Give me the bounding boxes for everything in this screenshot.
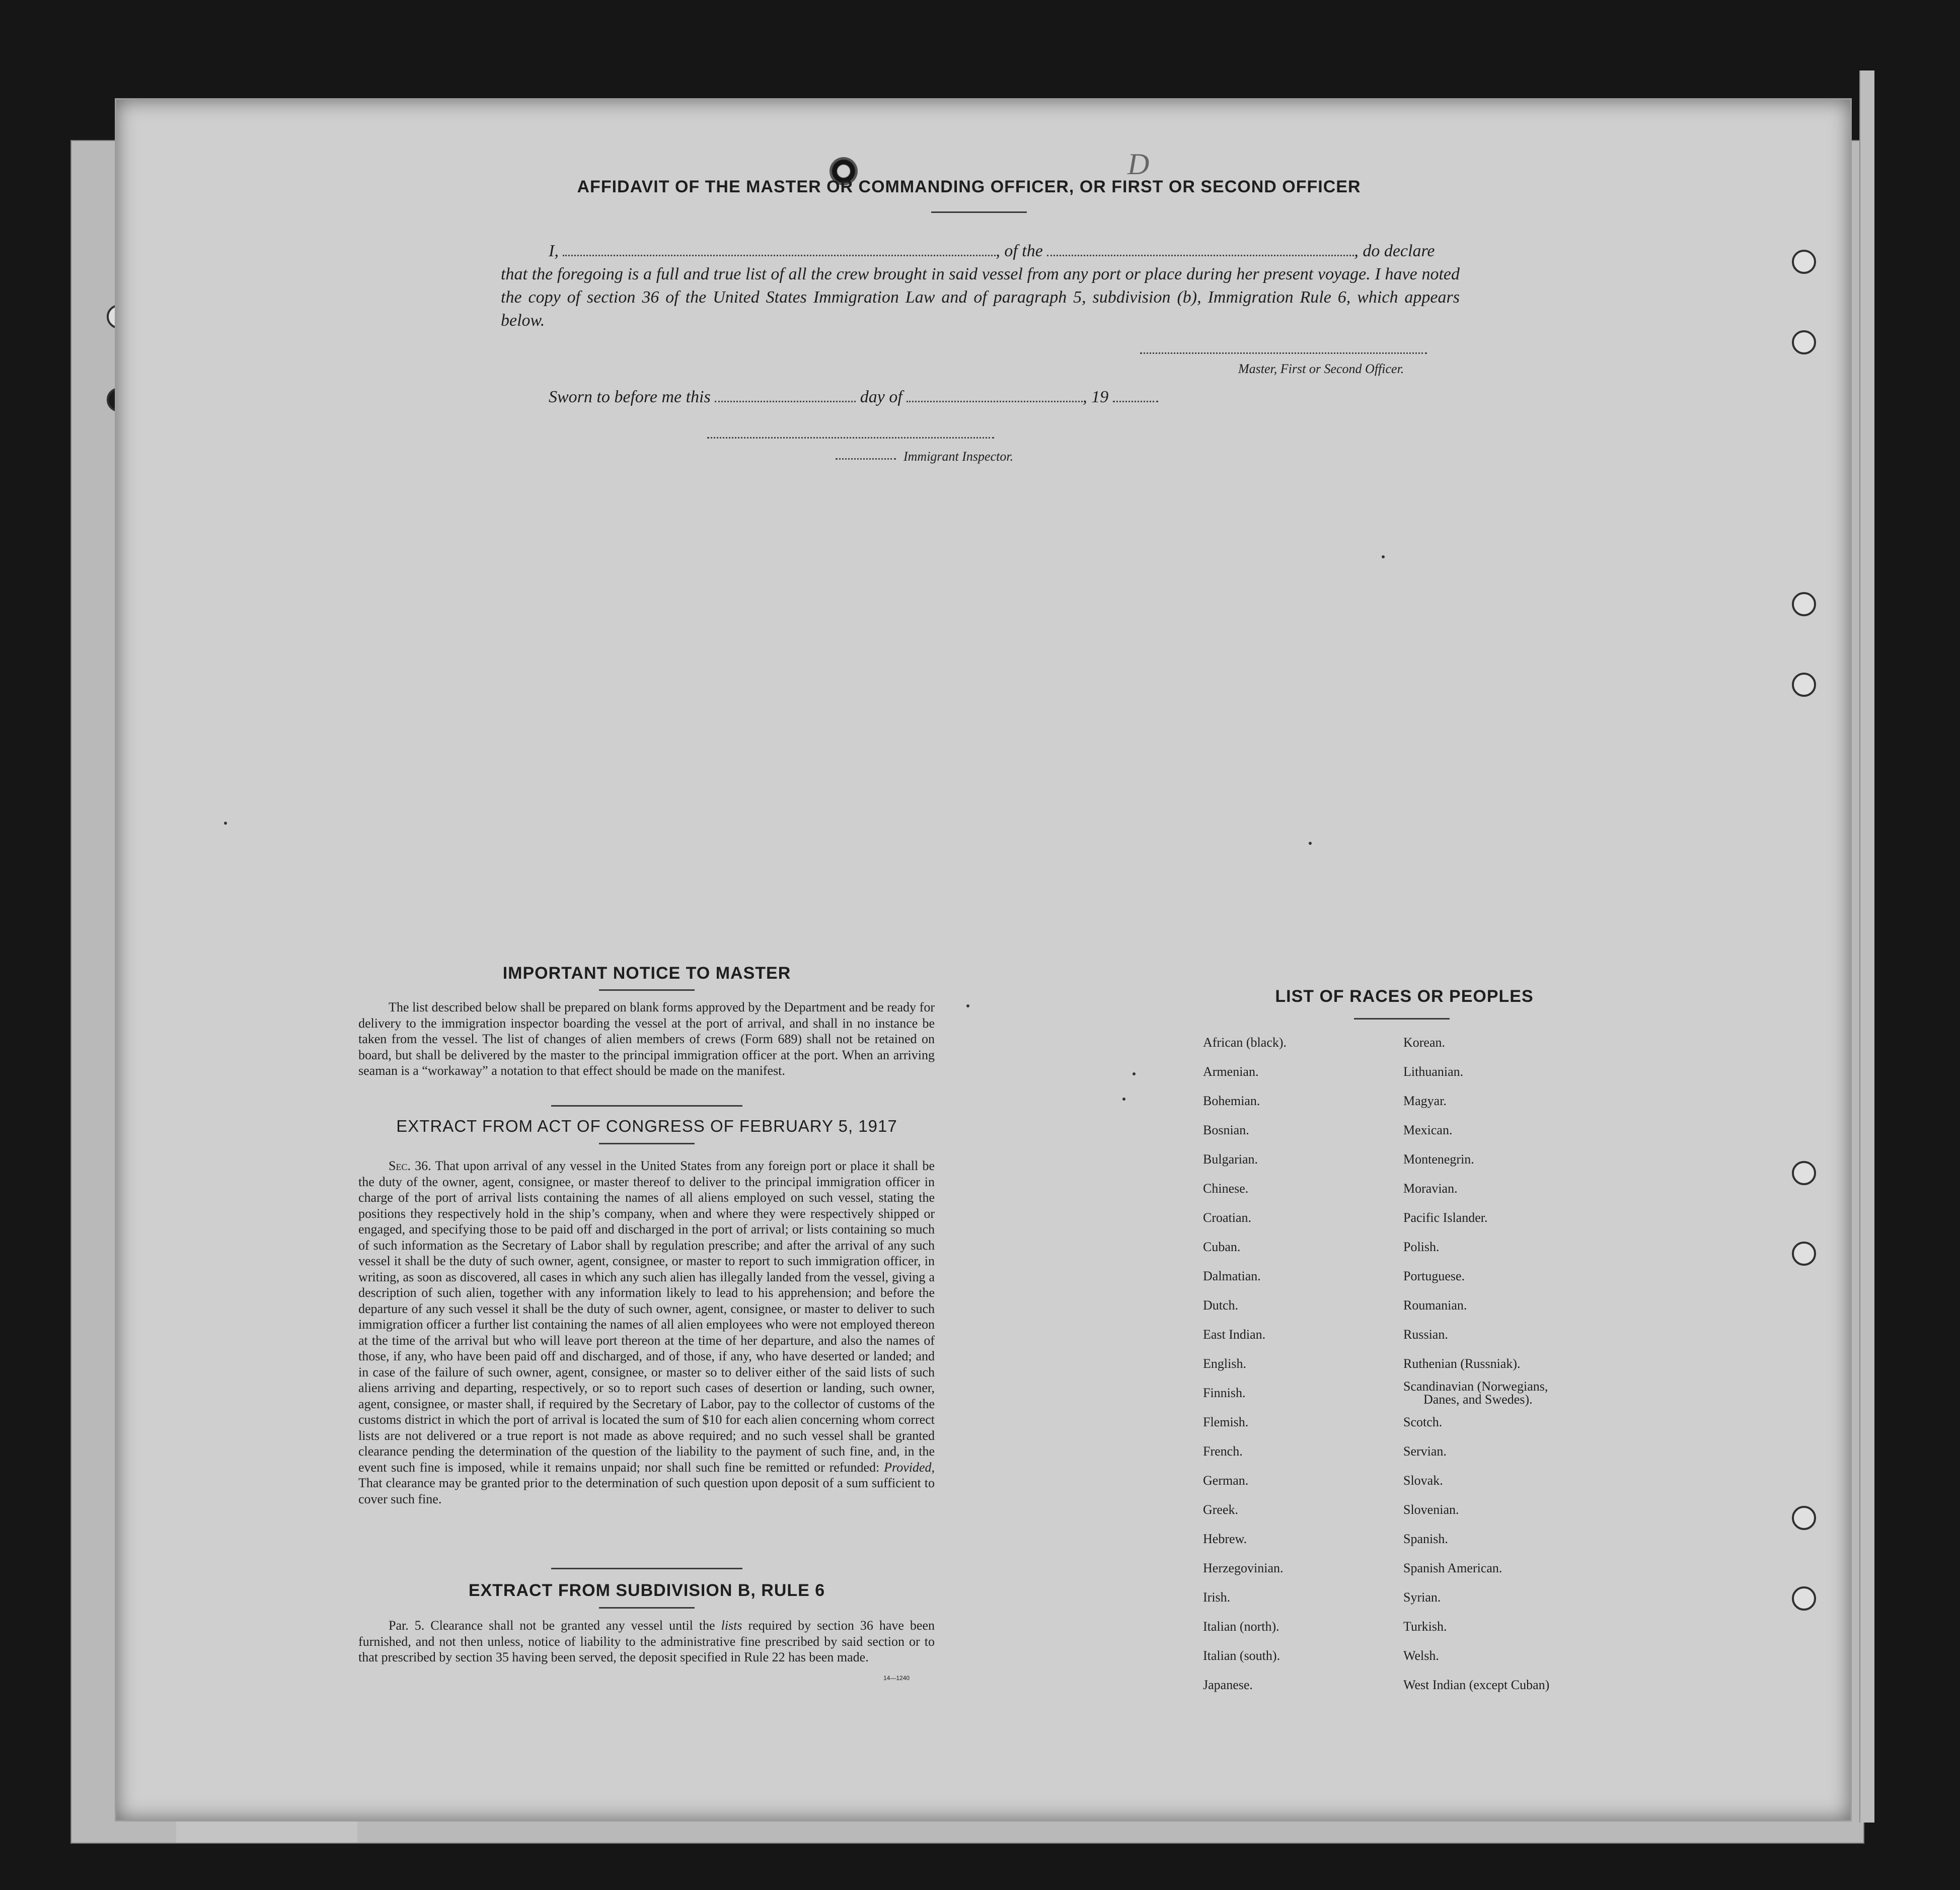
race-item: Italian (north). (1203, 1619, 1279, 1634)
race-item: Finnish. (1203, 1386, 1246, 1400)
race-item: Turkish. (1403, 1619, 1447, 1634)
race-item: Irish. (1203, 1590, 1231, 1605)
speck (1309, 842, 1312, 845)
sworn-year-field[interactable] (1113, 397, 1158, 402)
race-item-line: Danes, and Swedes). (1423, 1392, 1533, 1407)
speck (966, 1004, 969, 1007)
race-item: Magyar. (1403, 1094, 1447, 1108)
affidavit-body: that the foregoing is a full and true list of all the crew brought in said vessel from any port or place during her present voyage. I have noted the copy of section 36 of the United States Immigration Law and of paragraph 5, subdivision (b), Immigration Rule 6, which appears below. (501, 265, 1460, 330)
speck (1382, 555, 1385, 558)
lists-word: lists (721, 1618, 742, 1633)
section-divider (551, 1105, 742, 1107)
notice-body: The list described below shall be prepared on blank forms approved by the Department and be ready for delivery to the immigration inspector boarding the vessel at the port of arrival, and shall in no instance be taken from the vessel. The list of changes of alien members of crews (Form 689) shall not be retained on board, but shall be delivered by the master to the principal immigration officer at the port. When an arriving seaman is a “workaway” a notation to that effect should be made on the manifest. (358, 1000, 935, 1078)
race-item: Flemish. (1203, 1415, 1249, 1429)
affidavit-declaration-line (549, 240, 1460, 263)
race-item: Servian. (1403, 1444, 1447, 1459)
master-signature-field[interactable] (1140, 352, 1427, 354)
race-item: Spanish. (1403, 1532, 1448, 1546)
race-item: Pacific Islander. (1403, 1210, 1488, 1225)
form-code: 14—1240 (883, 1675, 910, 1682)
section-divider (551, 1568, 742, 1569)
pencil-mark: D (1127, 148, 1150, 181)
extract-act-body (358, 1158, 935, 1507)
race-item: African (black). (1203, 1035, 1287, 1050)
rule-text-before: Clearance shall not be granted any vessel until the (430, 1618, 715, 1633)
race-item: Moravian. (1403, 1181, 1458, 1196)
extract-rule-title-rule (599, 1607, 695, 1609)
race-item: East Indian. (1203, 1327, 1266, 1342)
race-item: Japanese. (1203, 1678, 1253, 1692)
year-label: , 19 (1083, 388, 1109, 406)
day-of-label: day of (860, 388, 902, 406)
notice-title-rule (599, 989, 695, 991)
race-item-line: Scandinavian (Norwegians, (1403, 1379, 1548, 1394)
inspector-dots (836, 458, 896, 460)
speck (224, 822, 227, 825)
name-field[interactable] (563, 251, 996, 256)
race-item: German. (1203, 1473, 1249, 1488)
sworn-day-field[interactable] (715, 397, 856, 402)
par-label: Par. 5. (389, 1618, 425, 1633)
race-item: Armenian. (1203, 1064, 1259, 1079)
race-item: West Indian (except Cuban) (1403, 1678, 1550, 1692)
race-item: Polish. (1403, 1240, 1440, 1254)
race-item: Syrian. (1403, 1590, 1441, 1605)
punch-hole-icon (1792, 330, 1816, 354)
race-item: French. (1203, 1444, 1243, 1459)
sworn-month-field[interactable] (907, 397, 1083, 402)
punch-hole-icon (1792, 250, 1816, 274)
speck (1133, 1072, 1136, 1075)
race-item: Mexican. (1403, 1123, 1453, 1137)
race-item: Roumanian. (1403, 1298, 1467, 1313)
races-title-rule (1354, 1018, 1450, 1020)
extract-rule-body (358, 1618, 935, 1665)
races-left-column (1203, 1028, 1287, 1700)
punch-hole-icon (1792, 1242, 1816, 1266)
race-item: Bulgarian. (1203, 1152, 1258, 1167)
race-item: Bohemian. (1203, 1094, 1260, 1108)
race-item: Ruthenian (Russniak). (1403, 1356, 1521, 1371)
race-item: Lithuanian. (1403, 1064, 1464, 1079)
race-item: Cuban. (1203, 1240, 1241, 1254)
race-item: Italian (south). (1203, 1648, 1280, 1663)
races-right-column (1403, 1028, 1549, 1700)
title-rule (931, 211, 1027, 213)
race-item: Montenegrin. (1403, 1152, 1474, 1167)
race-item: English. (1203, 1356, 1246, 1371)
race-item: Korean. (1403, 1035, 1446, 1050)
i-label: I, (549, 242, 559, 260)
extract-act-title: EXTRACT FROM ACT OF CONGRESS OF FEBRUARY 5, 1917 (396, 1117, 897, 1135)
speck (1122, 1098, 1125, 1101)
form-sheet (115, 98, 1852, 1822)
race-item: Chinese. (1203, 1181, 1249, 1196)
punch-hole-icon (1792, 592, 1816, 616)
proviso-text: That clearance may be granted prior to the determination of such question upon deposit of a sum sufficient to cover such fine. (358, 1476, 935, 1506)
inspector-label: Immigrant Inspector. (903, 449, 1014, 464)
race-item: Dalmatian. (1203, 1269, 1261, 1283)
rule-text-after: required by section 36 have been furnished, and not then unless, notice of liability to the administrative fine prescribed by said section or to that prescribed by section 35 having been served, the deposit specified in Rule 22 has been made. (358, 1618, 935, 1664)
race-item: Herzegovinian. (1203, 1561, 1284, 1575)
section-text: That upon arrival of any vessel in the United States from any foreign port or place it shall be the duty of the owner, agent, consignee, or master thereof to deliver to the principal immigration officer in charge of the port of arrival lists containing the names of all aliens employed on such vessel, stating the positions they respectively hold in the ship’s company, when and where they were respectively shipped or engaged, and specifying those to be paid off and discharged in the port of arrival; or lists containing so much of such information as the Secretary of Labor shall by regulation prescribe; and after the arrival of any such vessel it shall be the duty of such owner, agent, consignee, or master to report to such immigration officer, in writing, as soon as discovered, all cases in which any such alien has illegally landed from the vessel, giving a description of such alien, together with any information likely to lead to his apprehension; and before the departure of any such vessel it shall be the duty of such owner, agent, consignee, or master to deliver to such immigration officer a further list containing the names of all alien employees who were not employed thereon at the time of the arrival but who will leave port thereon at the time of her departure, and also the names of those, if any, who have been paid off and discharged, and of those, if any, who have deserted or landed; and in case of the failure of such owner, agent, consignee, or master so to deliver either of the said lists of such aliens arriving and departing, respectively, or so to report such cases of desertion or landing, such owner, agent, consignee, or master shall, if required by the Secretary of Labor, pay to the collector of customs of the customs district in which the port of arrival is located the sum of $10 for each alien concerning whom correct lists are not delivered or a true report is not made as above required; and no such vessel shall be granted clearance pending the determination of the question of the liability to the payment of such fine, and, in the event such fine is imposed, while it remains unpaid; nor shall such fine be remitted or refunded: (358, 1158, 935, 1475)
punch-hole-icon (1792, 1506, 1816, 1530)
race-item: Portuguese. (1403, 1269, 1465, 1283)
extract-rule-title: EXTRACT FROM SUBDIVISION B, RULE 6 (468, 1581, 825, 1600)
race-item: Slovenian. (1403, 1502, 1459, 1517)
punch-hole-icon (1792, 1586, 1816, 1611)
inspector-signature-field[interactable] (707, 437, 994, 439)
vessel-field[interactable] (1047, 251, 1354, 256)
notice-title: IMPORTANT NOTICE TO MASTER (502, 964, 791, 983)
sheet-edge (1859, 70, 1874, 1823)
race-item: Croatian. (1203, 1210, 1252, 1225)
affidavit-title: AFFIDAVIT OF THE MASTER OR COMMANDING OFFICER, OR FIRST OR SECOND OFFICER (577, 177, 1361, 196)
extract-act-title-rule (599, 1143, 695, 1144)
master-signature-label: Master, First or Second Officer. (1238, 361, 1404, 376)
punch-hole-icon (1792, 1161, 1816, 1185)
race-item: Slovak. (1403, 1473, 1443, 1488)
race-item: Bosnian. (1203, 1123, 1249, 1137)
race-item: Greek. (1203, 1502, 1239, 1517)
section-label: Sec. 36. (389, 1158, 431, 1173)
sworn-line (549, 386, 1158, 409)
race-item: Russian. (1403, 1327, 1448, 1342)
proviso-label: Provided, (884, 1460, 935, 1475)
sworn-label: Sworn to before me this (549, 388, 711, 406)
race-item (1403, 1378, 1549, 1408)
race-item: Scotch. (1403, 1415, 1443, 1429)
of-the-label: , of the (996, 242, 1043, 260)
race-item: Welsh. (1403, 1648, 1439, 1663)
race-item: Dutch. (1203, 1298, 1239, 1313)
race-item: Hebrew. (1203, 1532, 1247, 1546)
do-declare-label: , do declare (1354, 242, 1435, 260)
punch-hole-icon (1792, 673, 1816, 697)
races-title: LIST OF RACES OR PEOPLES (1275, 987, 1534, 1006)
race-item: Spanish American. (1403, 1561, 1502, 1575)
